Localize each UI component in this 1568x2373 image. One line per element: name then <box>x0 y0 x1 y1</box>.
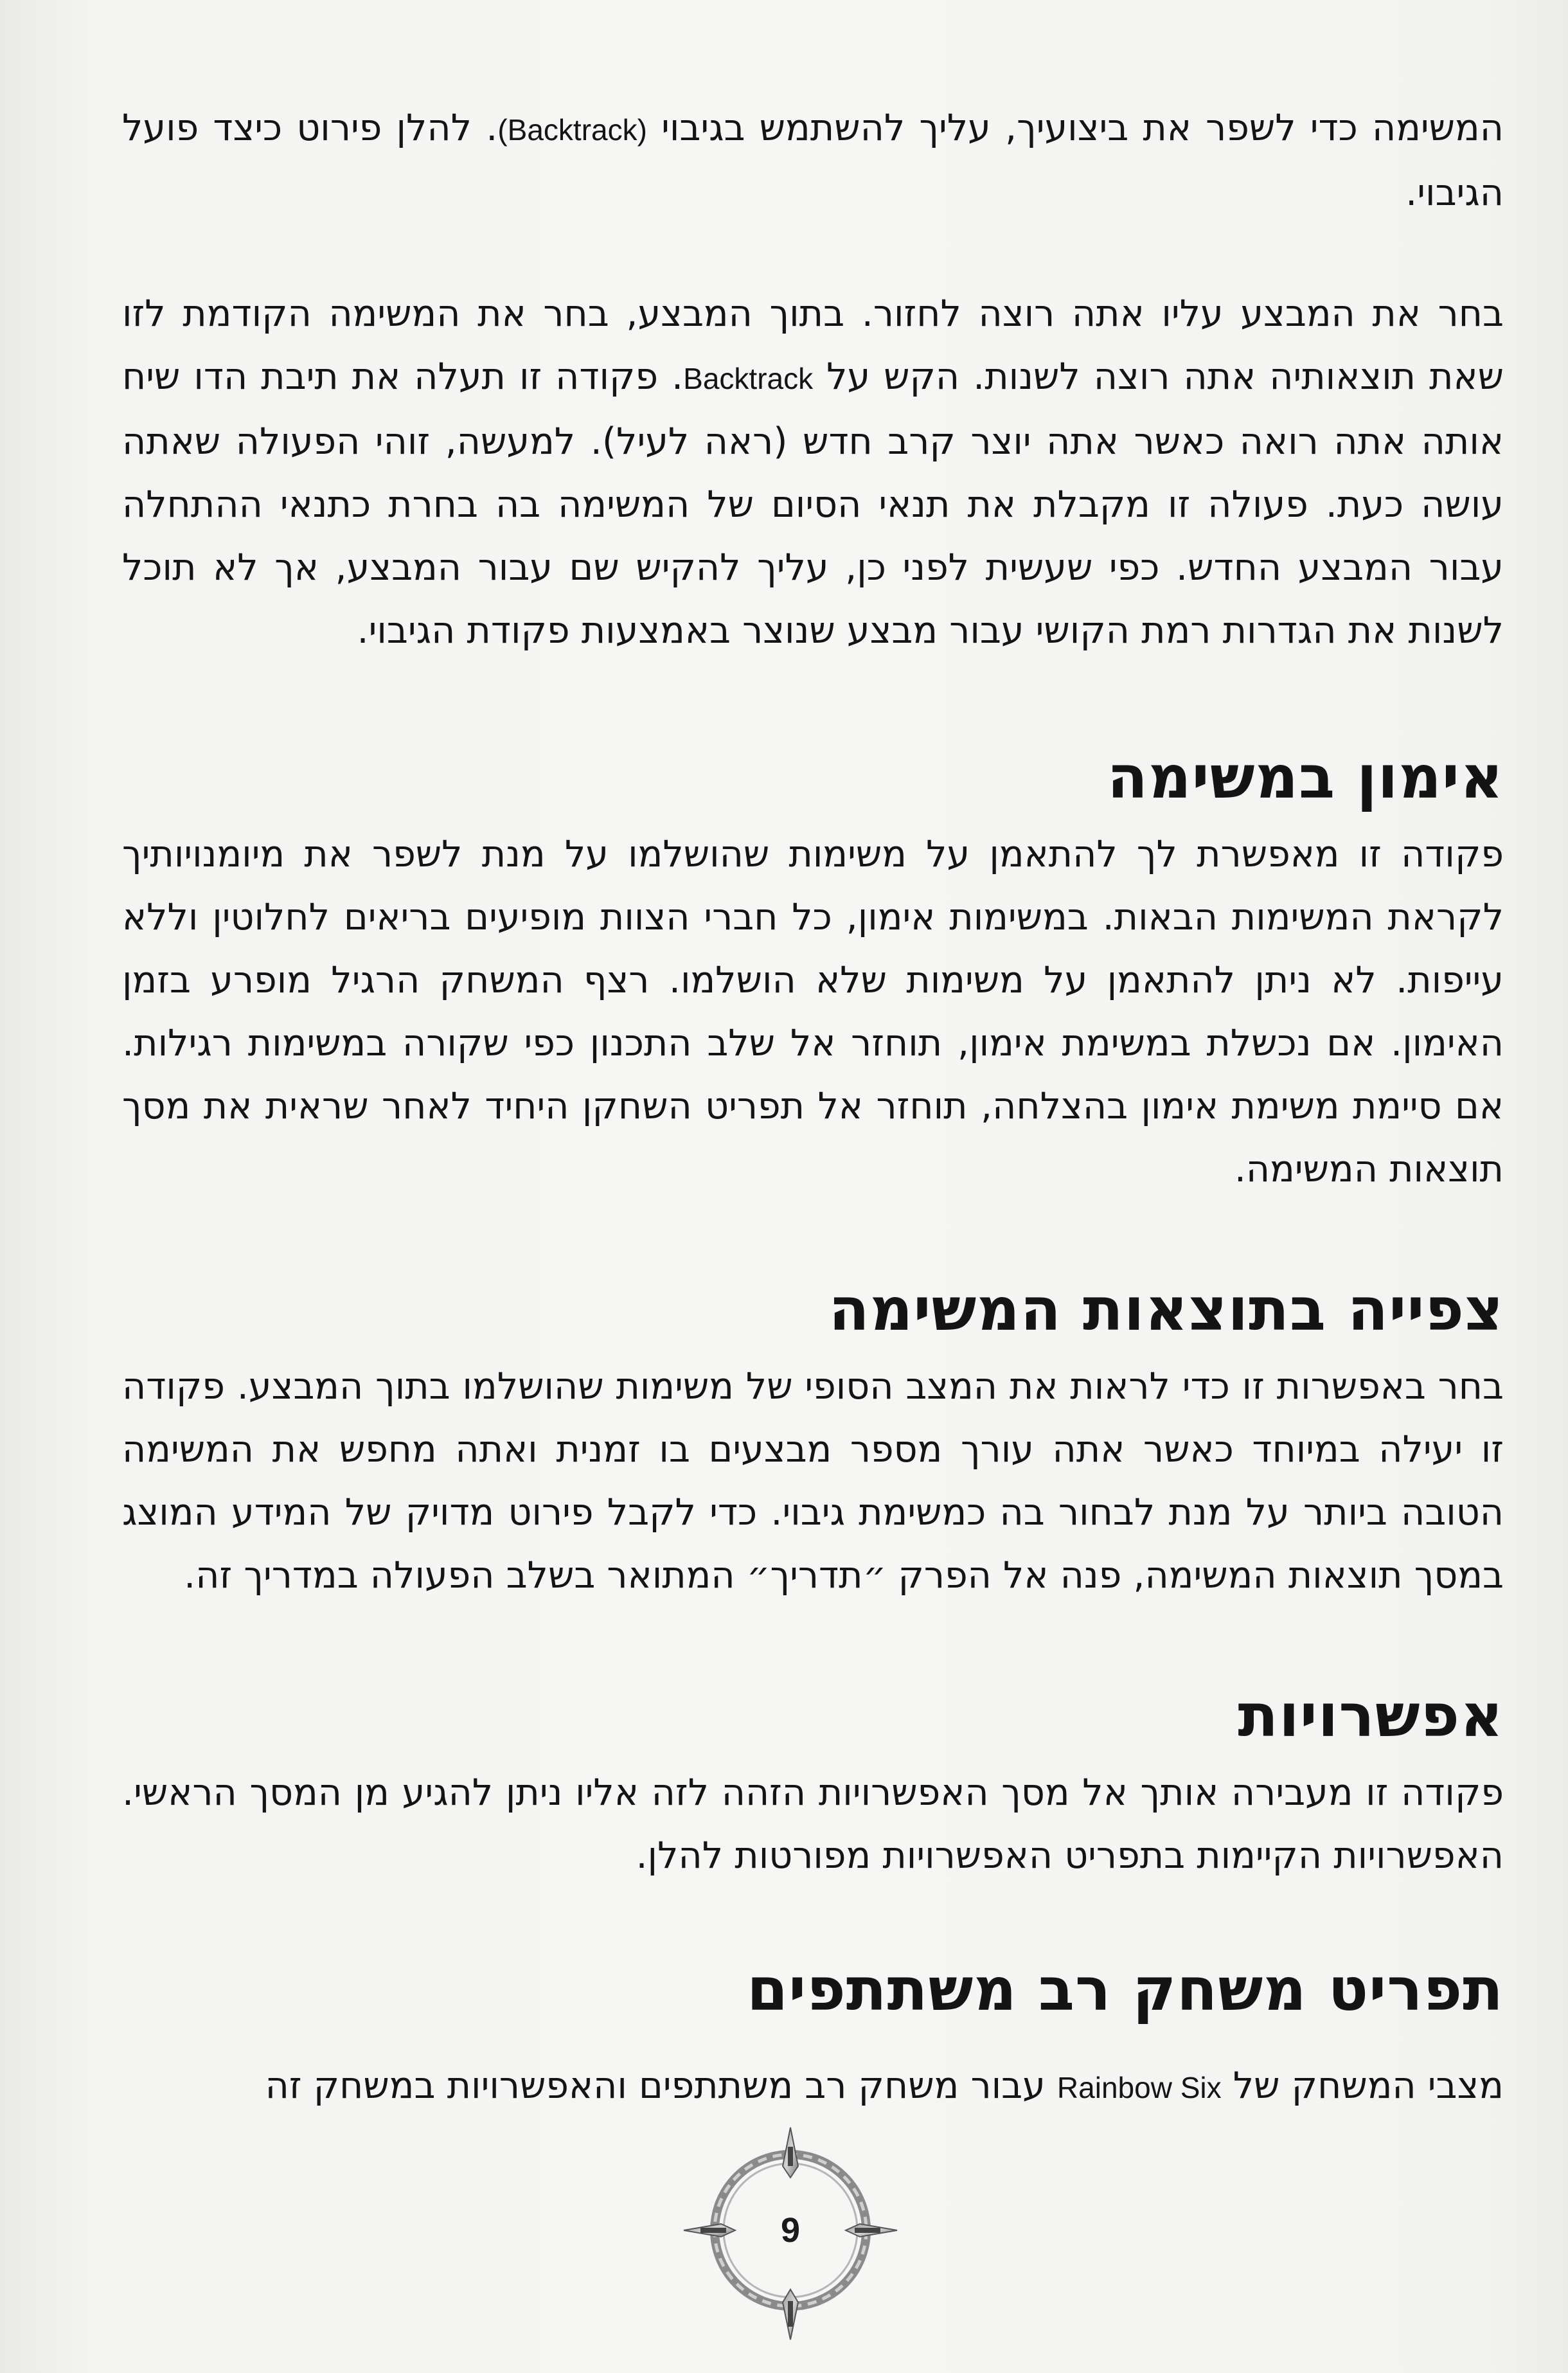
section-body-mission-results: בחר באפשרות זו כדי לראות את המצב הסופי של משימות שהושלמו בתוך המבצע. פקודה זו יעילה במיוחד כאשר אתה עורך מספר מבצעים בו זמנית ואתה מחפש את המשימה הטובה ביותר על מנת לבחור בה כמשימת גיבוי. כדי לקבל פירוט מדויק של המידע המוצג במסך תוצאות המשימה, פנה אל הפרק ״תדריך״ המתואר בשלב הפעולה במדריך זה. <box>122 1365 1504 1597</box>
section-heading-multiplayer-menu: תפריט משחק רב משתתפים <box>747 1955 1504 2024</box>
section-heading-mission-results: צפייה בתוצאות המשימה <box>828 1275 1504 1344</box>
multiplayer-text-a: מצבי המשחק של <box>1233 2064 1504 2107</box>
intro-p1-latin: (Backtrack) <box>497 113 647 147</box>
intro-p1-text-b: . להלן פירוט כיצד פועל הגיבוי. <box>122 107 1504 214</box>
intro-paragraph-1 <box>122 96 1504 224</box>
intro-paragraph-2 <box>122 282 1504 662</box>
page-number: 9 <box>780 2211 801 2250</box>
section-body-multiplayer-menu <box>122 2054 1504 2119</box>
page-content <box>122 96 1504 2119</box>
section-heading-mission-training: אימון במשימה <box>1107 743 1504 812</box>
section-heading-options: אפשרויות <box>1238 1681 1504 1750</box>
section-body-mission-training: פקודה זו מאפשרת לך להתאמן על משימות שהושלמו על מנת לשפר את מיומנויותיך לקראת המשימות הבאות. במשימות אימון, כל חברי הצוות מופיעים בריאים לחלוטין וללא עייפות. לא ניתן להתאמן על משימות שלא הושלמו. רצף המשחק הרגיל מופרע בזמן האימון. אם נכשלת במשימת אימון, תוחזר אל שלב התכנון כפי שקורה במשימות רגילות. אם סיימת משימת אימון בהצלחה, תוחזר אל תפריט השחקן היחיד לאחר שראית את מסך תוצאות המשימה. <box>122 833 1504 1190</box>
intro-p2-latin: Backtrack <box>683 362 814 395</box>
intro-p2-text-a: בחר את המבצע עליו אתה רוצה לחזור. בתוך המבצע, בחר את המשימה הקודמת לזו שאת תוצאותיה אתה רוצה לשנות. הקש על <box>122 292 1504 398</box>
multiplayer-text-b: עבור משחק רב משתתפים והאפשרויות במשחק זה <box>265 2064 1046 2107</box>
multiplayer-latin: Rainbow Six <box>1056 2071 1222 2104</box>
intro-p1-text-a: המשימה כדי לשפר את ביצועיך, עליך להשתמש בגיבוי <box>661 107 1504 149</box>
page-footer <box>681 2121 900 2365</box>
intro-p2-text-b: . פקודה זו תעלה את תיבת הדו שיח אותה אתה רואה כאשר אתה יוצר קרב חדש (ראה לעיל). למעשה, זוהי הפעולה שאתה עושה כעת. פעולה זו מקבלת את תנאי הסיום של המשימה בה בחרת כתנאי ההתחלה עבור המבצע החדש. כפי שעשית לפני כן, עליך להקיש שם עבור המבצע, אך לא תוכל לשנות את הגדרות רמת הקושי עבור מבצע שנוצר באמצעות פקודת הגיבוי. <box>122 355 1504 652</box>
section-body-options: פקודה זו מעבירה אותך אל מסך האפשרויות הזהה לזה אליו ניתן להגיע מן המסך הראשי. האפשרויות הקיימות בתפריט האפשרויות מפורטות להלן. <box>122 1771 1504 1877</box>
